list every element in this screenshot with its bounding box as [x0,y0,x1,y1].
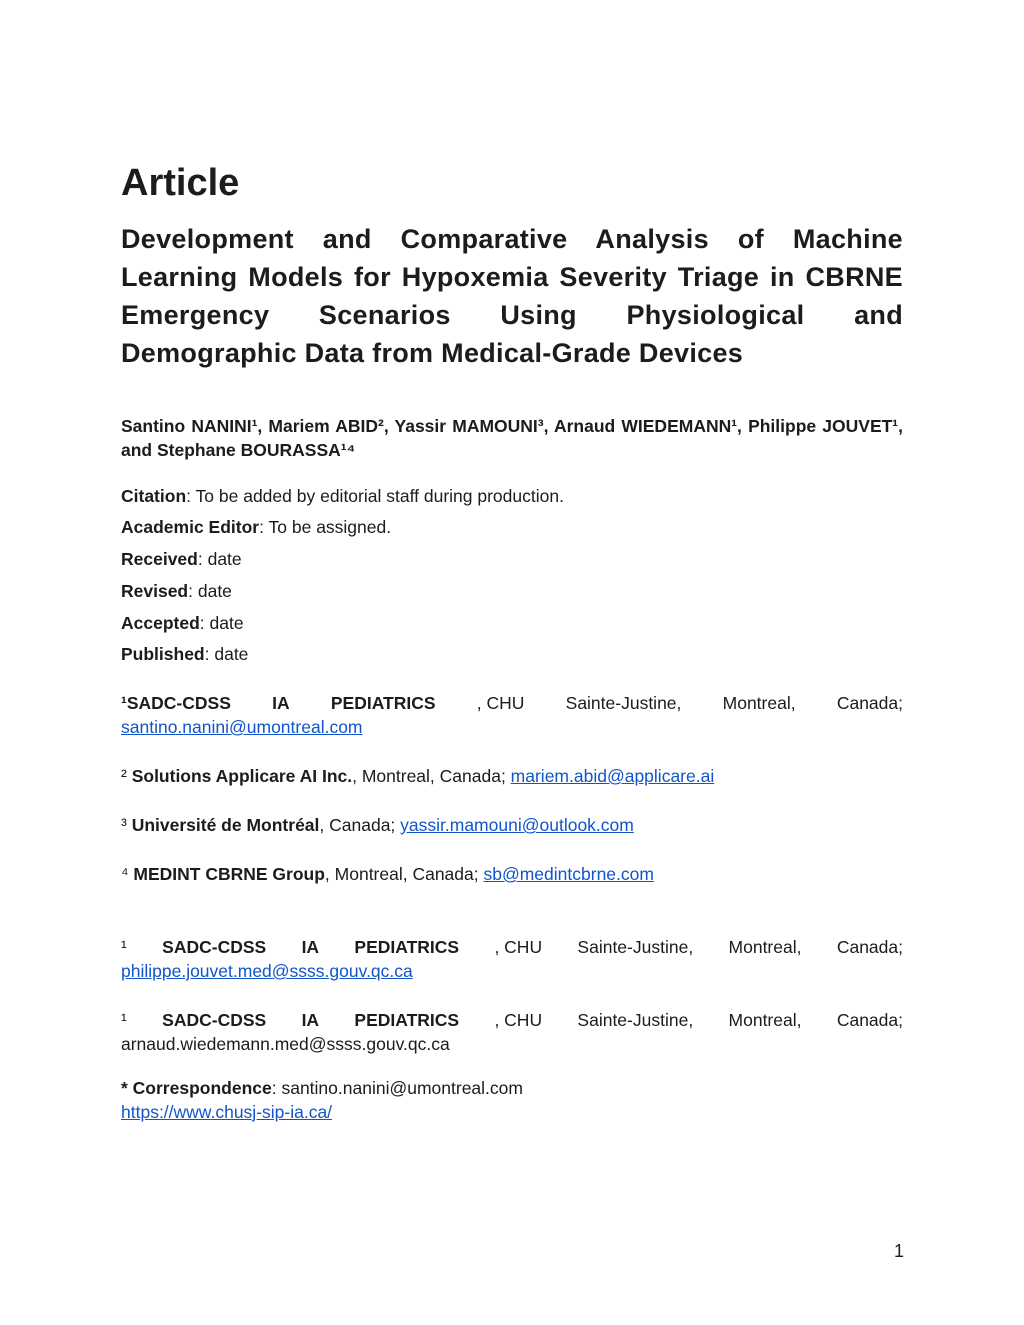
revised-label: Revised [121,581,189,601]
affiliation-5-word: Sainte-Justine, [577,937,694,957]
affiliation-6-word: , CHU [494,1010,543,1030]
affiliation-4-org: MEDINT CBRNE Group [133,864,325,884]
page-number: 1 [893,1241,904,1261]
academic-editor-value: : To be assigned. [259,517,392,537]
received-label: Received [121,549,198,569]
revised-value: : date [188,581,232,601]
affiliation-5-word: Montreal, [728,937,802,957]
affiliation-4-email-link[interactable]: sb@medintcbrne.com [483,864,654,884]
affiliation-1 [121,691,903,739]
affiliation-6-line [121,1008,903,1032]
affiliation-6 [121,1008,903,1056]
affiliation-6-email: arnaud.wiedemann.med@ssss.gouv.qc.ca [121,1034,450,1054]
affiliation-5-marker: ¹ [121,937,127,957]
correspondence-line [121,1076,903,1100]
accepted-line [121,611,903,635]
affiliation-6-word: Sainte-Justine, [577,1010,694,1030]
affiliation-1-dept: PEDIATRICS [330,693,436,713]
affiliation-5-dept: PEDIATRICS [354,937,460,957]
affiliation-6-word: IA [301,1010,320,1030]
affiliation-1-word: Canada; [836,693,903,713]
correspondence-label: * Correspondence [121,1078,272,1098]
affiliation-3 [121,813,903,837]
paper-title: Development and Comparative Analysis of Machine Learning Models for Hypoxemia Severity Triage in CBRNE Emergency Scenarios Using Physiological and Demographic Data from Medical-Grade Devices [121,224,903,368]
affiliation-5-word: Canada; [836,937,903,957]
received-value: : date [197,549,242,569]
document-page [121,0,903,1325]
affiliation-3-email-link[interactable]: yassir.mamouni@outlook.com [400,815,634,835]
affiliation-1-org: ¹SADC-CDSS [121,693,231,713]
affiliation-6-org: SADC-CDSS [162,1010,267,1030]
published-line [121,642,903,666]
correspondence [121,1076,903,1124]
received-line [121,547,903,571]
academic-editor-line [121,515,903,539]
citation-label: Citation [121,486,187,506]
affiliation-5-word: IA [301,937,320,957]
affiliation-3-marker: ³ [121,815,132,835]
affiliation-2-email-link[interactable]: mariem.abid@applicare.ai [510,766,715,786]
affiliation-1-word: , CHU [476,693,525,713]
affiliation-1-word [331,691,436,715]
affiliation-2-org: Solutions Applicare AI Inc. [131,766,353,786]
published-label: Published [121,644,205,664]
accepted-label: Accepted [121,613,200,633]
affiliation-3-location: , Canada; [319,815,401,835]
affiliation-6-dept: PEDIATRICS [354,1010,460,1030]
affiliation-5-line [121,935,903,959]
affiliation-5-org: SADC-CDSS [162,937,267,957]
academic-editor-label: Academic Editor [121,517,260,537]
citation-value: : To be added by editorial staff during production. [186,486,564,506]
correspondence-email: : santino.nanini@umontreal.com [271,1078,523,1098]
affiliation-4-location: , Montreal, Canada; [324,864,484,884]
affiliation-1-email-link[interactable]: santino.nanini@umontreal.com [121,717,363,737]
author-list: Santino NANINI¹, Mariem ABID², Yassir MAMOUNI³, Arnaud WIEDEMANN¹, Philippe JOUVET¹, and Stephane BOURASSA¹⁴ [121,416,903,460]
correspondence-website-link[interactable]: https://www.chusj-sip-ia.ca/ [121,1102,333,1122]
published-value: : date [204,644,249,664]
affiliation-1-word: IA [272,693,290,713]
affiliation-4 [121,862,903,886]
affiliation-1-word: Montreal, [722,693,796,713]
affiliation-5 [121,935,903,983]
affiliation-6-word: Montreal, [728,1010,802,1030]
affiliation-2-location: , Montreal, Canada; [352,766,511,786]
article-label: Article [121,162,240,204]
affiliation-1-line [121,691,903,715]
citation-line [121,484,903,508]
affiliation-6-marker: ¹ [121,1010,127,1030]
affiliation-1-word: Sainte-Justine, [565,693,682,713]
affiliation-2-marker: ² [121,766,132,786]
affiliation-5-word: , CHU [494,937,543,957]
accepted-value: : date [199,613,244,633]
affiliation-4-marker: ⁴ [121,864,134,884]
affiliation-3-org: Université de Montréal [131,815,320,835]
affiliation-2 [121,764,903,788]
affiliation-5-email-link[interactable]: philippe.jouvet.med@ssss.gouv.qc.ca [121,961,413,981]
revised-line [121,579,903,603]
affiliation-6-word: Canada; [836,1010,903,1030]
